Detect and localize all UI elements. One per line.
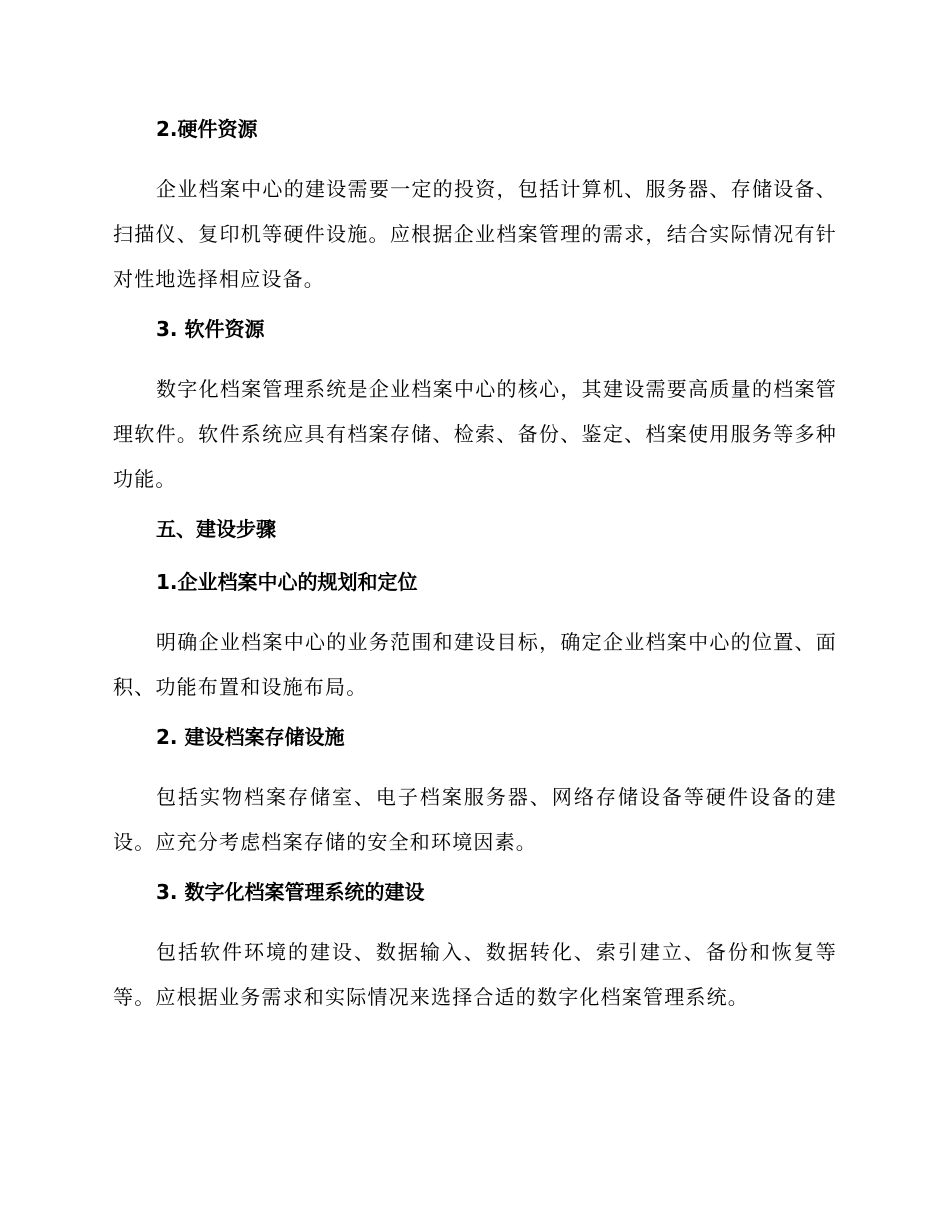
section-heading-hardware: 2.硬件资源 — [156, 117, 258, 141]
section-heading-software: 3. 软件资源 — [156, 317, 265, 341]
section-heading-digital-system: 3. 数字化档案管理系统的建设 — [156, 880, 425, 904]
section-heading-storage: 2. 建设档案存储设施 — [156, 725, 345, 749]
section-body-planning: 明确企业档案中心的业务范围和建设目标，确定企业档案中心的位置、面积、功能布置和设施布局。 — [113, 630, 837, 699]
section-heading-steps: 五、建设步骤 — [156, 517, 276, 541]
section-body-software: 数字化档案管理系统是企业档案中心的核心，其建设需要高质量的档案管理软件。软件系统应具有档案存储、检索、备份、鉴定、档案使用服务等多种功能。 — [113, 377, 837, 491]
section-body-hardware: 企业档案中心的建设需要一定的投资，包括计算机、服务器、存储设备、扫描仪、复印机等硬件设施。应根据企业档案管理的需求，结合实际情况有针对性地选择相应设备。 — [113, 177, 837, 291]
section-heading-planning: 1.企业档案中心的规划和定位 — [156, 570, 418, 594]
section-body-storage: 包括实物档案存储室、电子档案服务器、网络存储设备等硬件设备的建设。应充分考虑档案存储的安全和环境因素。 — [113, 785, 837, 854]
section-body-digital-system: 包括软件环境的建设、数据输入、数据转化、索引建立、备份和恢复等等。应根据业务需求和实际情况来选择合适的数字化档案管理系统。 — [113, 940, 837, 1009]
